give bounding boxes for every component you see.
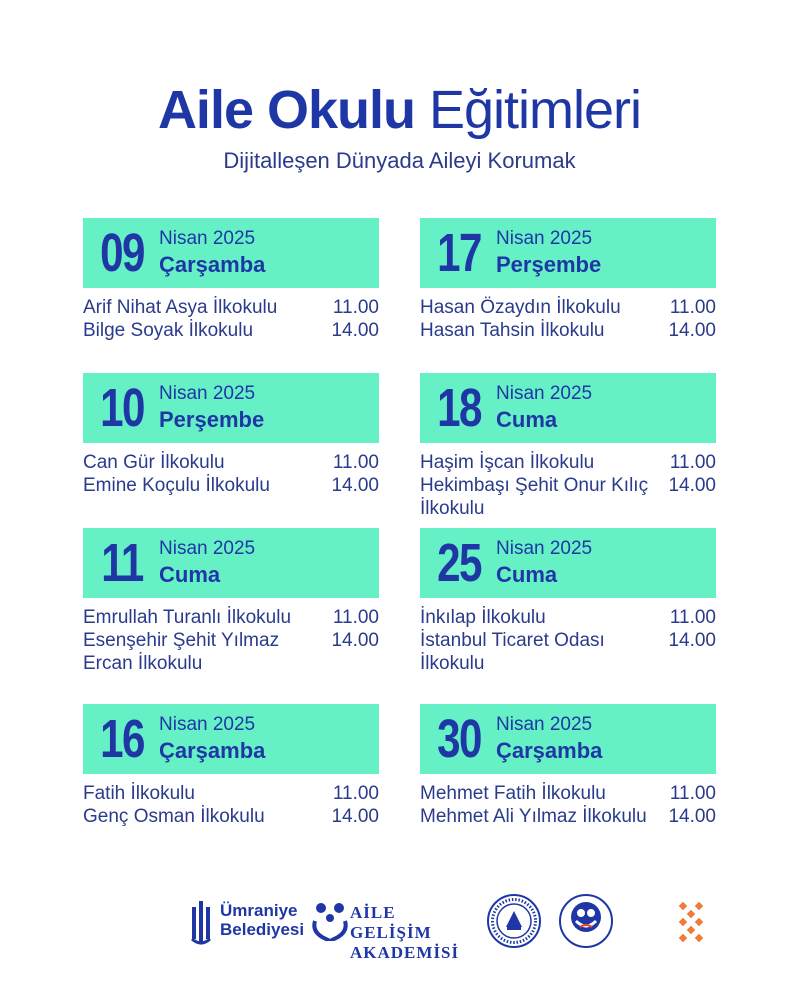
session-row bbox=[83, 319, 379, 342]
session-time: 14.00 bbox=[668, 630, 716, 651]
session-rows bbox=[420, 296, 716, 342]
date-band bbox=[420, 218, 716, 288]
month-year: Nisan 2025 bbox=[496, 538, 593, 559]
date-band bbox=[420, 528, 716, 598]
session-time: 14.00 bbox=[668, 806, 716, 827]
day-number: 17 bbox=[437, 223, 481, 283]
school-name: İstanbul Ticaret Odası İlkokulu bbox=[420, 630, 605, 674]
aile-yili-icon bbox=[558, 893, 614, 949]
school-name: Genç Osman İlkokulu bbox=[83, 806, 265, 827]
school-name: Esenşehir Şehit Yılmaz Ercan İlkokulu bbox=[83, 630, 280, 674]
session-time: 14.00 bbox=[331, 320, 379, 341]
school-name: Emrullah Turanlı İlkokulu bbox=[83, 607, 292, 628]
orange-diamond-logo bbox=[678, 899, 712, 945]
date-band bbox=[83, 218, 379, 288]
weekday: Cuma bbox=[159, 562, 221, 587]
month-year: Nisan 2025 bbox=[496, 714, 593, 735]
school-name: Arif Nihat Asya İlkokulu bbox=[83, 297, 278, 318]
umraniye-emblem-icon bbox=[190, 899, 216, 945]
session-row bbox=[420, 474, 716, 520]
month-year: Nisan 2025 bbox=[496, 228, 593, 249]
date-band bbox=[420, 373, 716, 443]
day-number: 10 bbox=[100, 378, 144, 438]
weekday: Cuma bbox=[496, 562, 558, 587]
session-time: 11.00 bbox=[669, 607, 716, 628]
diamond-pattern-icon bbox=[678, 899, 712, 945]
session-time: 14.00 bbox=[668, 320, 716, 341]
school-name: Hasan Özaydın İlkokulu bbox=[420, 297, 621, 318]
month-year: Nisan 2025 bbox=[159, 228, 256, 249]
date-band bbox=[420, 704, 716, 774]
weekday: Çarşamba bbox=[496, 738, 603, 763]
aile-line1: AİLE GELİŞİM bbox=[350, 903, 432, 942]
school-name: Hekimbaşı Şehit Onur Kılıç İlkokulu bbox=[420, 475, 649, 519]
school-name: Emine Koçulu İlkokulu bbox=[83, 475, 270, 496]
session-rows bbox=[83, 606, 379, 675]
session-row bbox=[83, 606, 379, 629]
session-row bbox=[420, 451, 716, 474]
month-year: Nisan 2025 bbox=[159, 714, 256, 735]
session-time: 11.00 bbox=[669, 452, 716, 473]
session-card bbox=[83, 218, 379, 342]
family-hearts-icon bbox=[312, 901, 348, 941]
session-rows bbox=[420, 606, 716, 675]
date-band bbox=[83, 528, 379, 598]
session-time: 14.00 bbox=[331, 630, 379, 651]
session-rows bbox=[83, 296, 379, 342]
school-name: Mehmet Ali Yılmaz İlkokulu bbox=[420, 806, 647, 827]
weekday: Çarşamba bbox=[159, 252, 266, 277]
session-card bbox=[420, 373, 716, 520]
title-light: Eğitimleri bbox=[429, 80, 642, 140]
session-time: 14.00 bbox=[331, 806, 379, 827]
session-row bbox=[83, 474, 379, 497]
session-time: 11.00 bbox=[669, 297, 716, 318]
school-name: İnkılap İlkokulu bbox=[420, 607, 546, 628]
weekday: Cuma bbox=[496, 407, 558, 432]
session-row bbox=[420, 319, 716, 342]
session-row bbox=[83, 629, 379, 675]
session-row bbox=[83, 296, 379, 319]
session-time: 11.00 bbox=[669, 783, 716, 804]
school-name: Hasan Tahsin İlkokulu bbox=[420, 320, 605, 341]
month-year: Nisan 2025 bbox=[159, 538, 256, 559]
school-name: Haşim İşcan İlkokulu bbox=[420, 452, 595, 473]
session-time: 11.00 bbox=[332, 297, 379, 318]
session-row bbox=[420, 606, 716, 629]
session-rows bbox=[83, 451, 379, 497]
school-name: Mehmet Fatih İlkokulu bbox=[420, 783, 606, 804]
session-time: 11.00 bbox=[332, 783, 379, 804]
umraniye-belediyesi-logo bbox=[190, 897, 305, 947]
day-number: 30 bbox=[437, 709, 481, 769]
day-number: 09 bbox=[100, 223, 144, 283]
page-subtitle: Dijitalleşen Dünyada Aileyi Korumak bbox=[223, 148, 576, 173]
page-title bbox=[0, 78, 799, 142]
session-time: 11.00 bbox=[332, 607, 379, 628]
session-card bbox=[420, 528, 716, 675]
session-card bbox=[83, 704, 379, 828]
meb-seal-icon bbox=[486, 893, 542, 949]
school-name: Can Gür İlkokulu bbox=[83, 452, 225, 473]
day-number: 18 bbox=[437, 378, 481, 438]
month-year: Nisan 2025 bbox=[159, 383, 256, 404]
aile-line2: AKADEMİSİ bbox=[350, 943, 460, 962]
aile-yili-logo bbox=[558, 893, 614, 949]
session-row bbox=[420, 296, 716, 319]
date-band bbox=[83, 704, 379, 774]
aile-gelisim-akademisi-logo bbox=[312, 899, 472, 962]
title-bold: Aile Okulu bbox=[157, 80, 415, 140]
session-time: 11.00 bbox=[332, 452, 379, 473]
session-rows bbox=[420, 782, 716, 828]
session-card bbox=[420, 704, 716, 828]
session-rows bbox=[420, 451, 716, 520]
school-name: Bilge Soyak İlkokulu bbox=[83, 320, 254, 341]
meb-seal-logo bbox=[486, 893, 542, 949]
session-row bbox=[420, 629, 716, 675]
day-number: 25 bbox=[437, 533, 481, 593]
session-row bbox=[420, 805, 716, 828]
session-card bbox=[420, 218, 716, 342]
weekday: Perşembe bbox=[496, 252, 602, 277]
day-number: 11 bbox=[101, 533, 143, 593]
session-row bbox=[83, 782, 379, 805]
session-row bbox=[83, 451, 379, 474]
umraniye-line2: Belediyesi bbox=[220, 920, 305, 939]
umraniye-line1: Ümraniye bbox=[220, 901, 298, 920]
session-card bbox=[83, 528, 379, 675]
session-time: 14.00 bbox=[668, 475, 716, 496]
weekday: Çarşamba bbox=[159, 738, 266, 763]
session-row bbox=[420, 782, 716, 805]
date-band bbox=[83, 373, 379, 443]
month-year: Nisan 2025 bbox=[496, 383, 593, 404]
school-name: Fatih İlkokulu bbox=[83, 783, 195, 804]
footer-logos bbox=[0, 893, 799, 962]
session-time: 14.00 bbox=[331, 475, 379, 496]
session-row bbox=[83, 805, 379, 828]
weekday: Perşembe bbox=[159, 407, 265, 432]
day-number: 16 bbox=[100, 709, 144, 769]
session-card bbox=[83, 373, 379, 497]
session-rows bbox=[83, 782, 379, 828]
